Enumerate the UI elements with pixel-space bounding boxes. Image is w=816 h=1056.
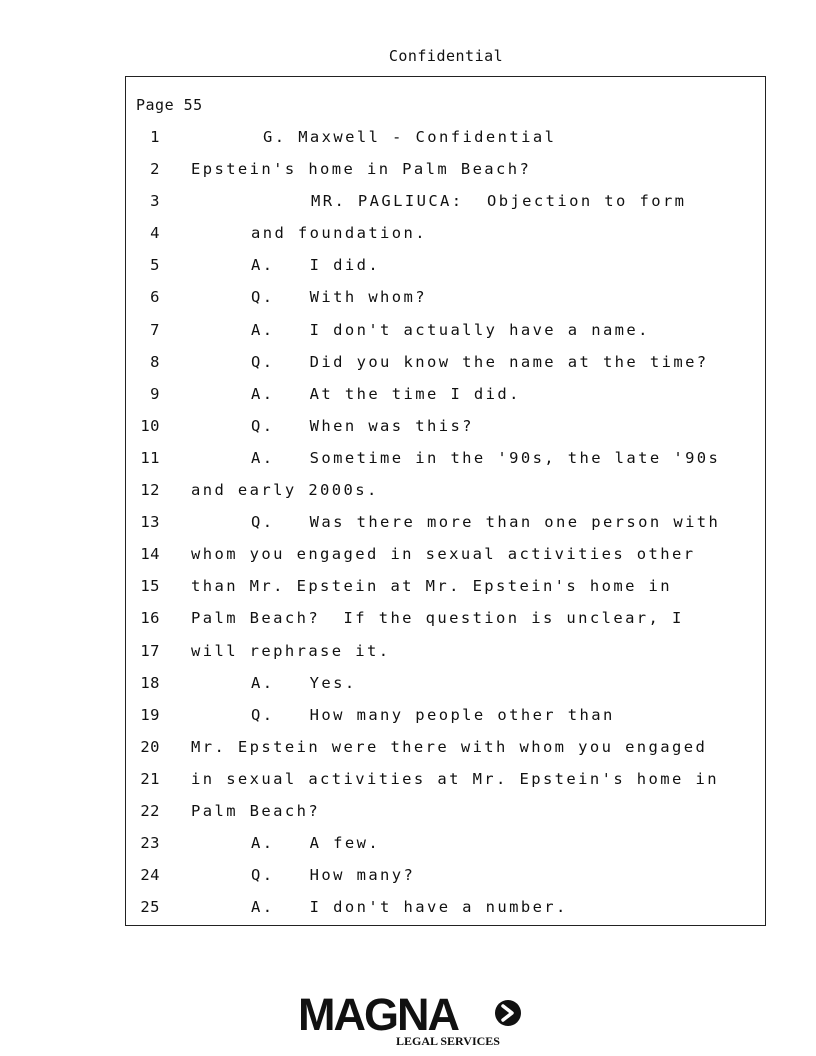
logo-subtitle: LEGAL SERVICES	[396, 1034, 500, 1048]
line-number: 6	[150, 288, 160, 307]
logo-wordmark: MAGNA	[298, 992, 458, 1040]
transcript-line	[126, 831, 765, 863]
line-text: in sexual activities at Mr. Epstein's home in	[191, 769, 719, 788]
transcript-line	[126, 863, 765, 895]
transcript-line	[126, 735, 765, 767]
line-text: than Mr. Epstein at Mr. Epstein's home in	[191, 577, 673, 596]
line-text: Q. When was this?	[251, 416, 474, 435]
line-text: A. I don't actually have a name.	[251, 320, 650, 339]
transcript-line	[126, 221, 765, 253]
page-number: Page 55	[136, 96, 203, 114]
line-number: 4	[150, 224, 160, 243]
line-text: whom you engaged in sexual activities other	[191, 545, 696, 564]
transcript-line	[126, 285, 765, 317]
line-number: 12	[140, 481, 160, 500]
transcript-line	[126, 895, 765, 927]
line-number: 25	[140, 898, 160, 917]
transcript-line	[126, 767, 765, 799]
transcript-line	[126, 574, 765, 606]
transcript-line	[126, 703, 765, 735]
line-text: Q. Was there more than one person with	[251, 513, 721, 532]
transcript-line	[126, 478, 765, 510]
transcript-line	[126, 446, 765, 478]
line-number: 11	[140, 448, 160, 467]
transcript-line	[126, 606, 765, 638]
transcript-line	[126, 189, 765, 221]
arrow-circle-icon	[495, 1000, 521, 1026]
line-text: and early 2000s.	[191, 481, 379, 500]
line-text: Palm Beach? If the question is unclear, I	[191, 609, 684, 628]
line-number: 13	[140, 513, 160, 532]
transcript-line	[126, 510, 765, 542]
line-number: 18	[140, 673, 160, 692]
line-text: Mr. Epstein were there with whom you engaged	[191, 737, 708, 756]
line-text: A. Sometime in the '90s, the late '90s	[251, 448, 721, 467]
transcript-line	[126, 318, 765, 350]
transcript-line	[126, 350, 765, 382]
transcript-line	[126, 671, 765, 703]
line-text: A. A few.	[251, 834, 381, 853]
line-text: Q. With whom?	[251, 288, 427, 307]
line-text: Q. Did you know the name at the time?	[251, 352, 709, 371]
line-number: 21	[140, 769, 160, 788]
line-text: Q. How many?	[251, 866, 416, 885]
transcript-line	[126, 414, 765, 446]
line-number: 19	[140, 705, 160, 724]
line-number: 2	[150, 160, 160, 179]
line-number: 5	[150, 256, 160, 275]
line-number: 8	[150, 352, 160, 371]
magna-logo	[296, 992, 528, 1048]
line-number: 24	[140, 866, 160, 885]
transcript-line	[126, 382, 765, 414]
line-text: A. At the time I did.	[251, 384, 521, 403]
line-number: 10	[140, 416, 160, 435]
line-text: will rephrase it.	[191, 641, 391, 660]
transcript-lines	[126, 125, 765, 927]
line-number: 23	[140, 834, 160, 853]
line-number: 1	[150, 128, 160, 146]
line-text: and foundation.	[251, 224, 427, 243]
line-number: 16	[140, 609, 160, 628]
line-text: Palm Beach?	[191, 801, 321, 820]
confidential-header: Confidential	[388, 47, 504, 65]
line-text: Epstein's home in Palm Beach?	[191, 160, 532, 179]
line-number: 22	[140, 801, 160, 820]
transcript-line	[126, 639, 765, 671]
line-number: 9	[150, 384, 160, 403]
line-number: 20	[140, 737, 160, 756]
line-number: 15	[140, 577, 160, 596]
transcript-line	[126, 157, 765, 189]
line-number: 14	[140, 545, 160, 564]
line-text: Q. How many people other than	[251, 705, 615, 724]
line-number: 3	[150, 192, 160, 211]
line-text: A. I did.	[251, 256, 381, 275]
transcript-line	[126, 125, 765, 157]
line-text: A. I don't have a number.	[251, 898, 568, 917]
line-text: A. Yes.	[251, 673, 357, 692]
line-text: G. Maxwell - Confidential	[263, 128, 557, 146]
transcript-line	[126, 253, 765, 285]
line-text: MR. PAGLIUCA: Objection to form	[311, 192, 687, 211]
line-number: 17	[140, 641, 160, 660]
line-number: 7	[150, 320, 160, 339]
transcript-page	[125, 76, 766, 926]
transcript-line	[126, 542, 765, 574]
transcript-line	[126, 799, 765, 831]
